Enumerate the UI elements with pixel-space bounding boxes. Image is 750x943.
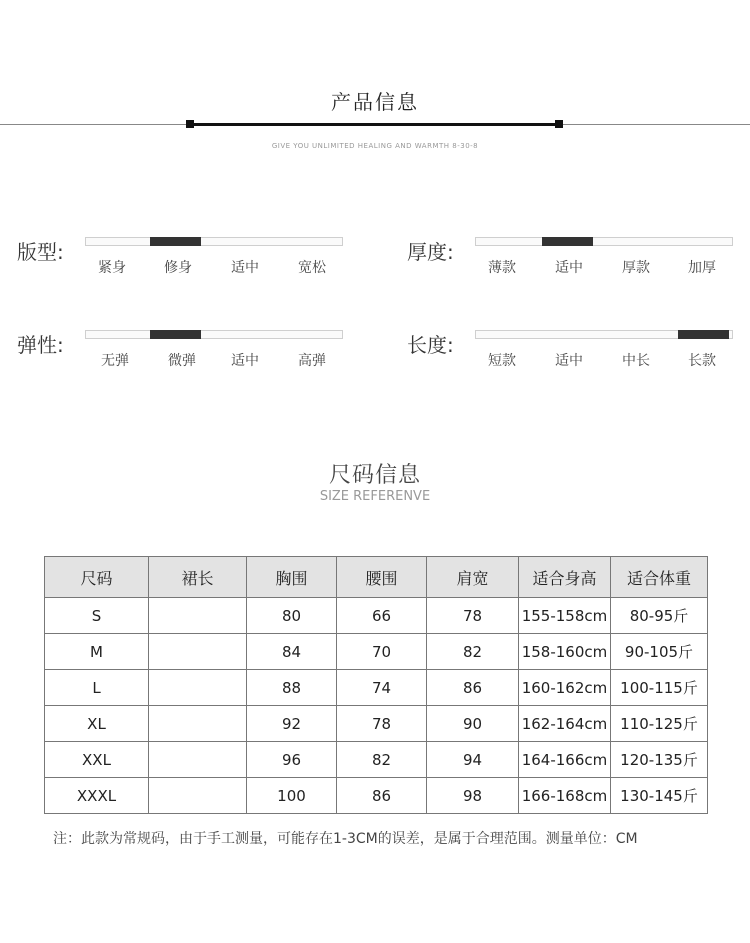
header-cell: 尺码 — [45, 557, 149, 598]
attribute-option: 高弹 — [298, 353, 326, 369]
size-table-cell: 80 — [247, 598, 337, 634]
size-table-cell: 100 — [247, 778, 337, 814]
attribute-scale-bar — [475, 330, 733, 339]
size-table-cell: 84 — [247, 634, 337, 670]
header-cell: 腰围 — [337, 557, 427, 598]
size-table-cell — [149, 598, 247, 634]
attribute-option: 适中 — [555, 260, 583, 276]
size-info-title: 尺码信息 — [328, 463, 421, 488]
size-table-cell: 78 — [427, 598, 519, 634]
attribute-option: 厚款 — [622, 260, 650, 276]
attribute-option: 适中 — [231, 353, 259, 369]
size-table-cell: 120-135斤 — [611, 742, 708, 778]
size-table-cell: 100-115斤 — [611, 670, 708, 706]
size-table-cell: 130-145斤 — [611, 778, 708, 814]
size-table-cell: L — [45, 670, 149, 706]
size-table-cell: 94 — [427, 742, 519, 778]
header-cell: 肩宽 — [427, 557, 519, 598]
measurement-note: 注：此款为常规码，由于手工测量，可能存在1-3CM的误差，是属于合理范围。测量单位：CM — [53, 831, 638, 847]
size-table-cell — [149, 778, 247, 814]
size-table-cell — [149, 634, 247, 670]
size-table-cell: 82 — [337, 742, 427, 778]
attribute-label: 弹性: — [17, 333, 64, 357]
attribute-scale-indicator — [678, 330, 729, 339]
attribute-label: 长度: — [407, 333, 454, 357]
header-cell: 胸围 — [247, 557, 337, 598]
size-table-cell: 98 — [427, 778, 519, 814]
size-table-cell — [149, 706, 247, 742]
size-table-cell: 70 — [337, 634, 427, 670]
header-subtitle: GIVE YOU UNLIMITED HEALING AND WARMTH 8-30-8 — [271, 142, 479, 150]
header-cell: 适合体重 — [611, 557, 708, 598]
size-table-cell: XXL — [45, 742, 149, 778]
attribute-label: 厚度: — [407, 240, 454, 264]
size-info-subtitle: SIZE REFERENVE — [319, 489, 431, 504]
size-table-cell: 80-95斤 — [611, 598, 708, 634]
size-table-cell: M — [45, 634, 149, 670]
attribute-label: 版型: — [17, 240, 64, 264]
size-table-cell: 88 — [247, 670, 337, 706]
attribute-option: 短款 — [488, 353, 516, 369]
size-table-cell: XXXL — [45, 778, 149, 814]
size-table-cell: 86 — [337, 778, 427, 814]
divider-right-square — [555, 120, 563, 128]
attribute-option: 薄款 — [488, 260, 516, 276]
size-table-row — [45, 706, 708, 742]
attribute-option: 修身 — [164, 260, 192, 276]
size-table-cell: 162-164cm — [519, 706, 611, 742]
size-table-row — [45, 598, 708, 634]
size-table-cell: 166-168cm — [519, 778, 611, 814]
size-table-header-row — [45, 557, 708, 598]
size-table-cell: S — [45, 598, 149, 634]
size-table-row — [45, 634, 708, 670]
size-table-cell: 92 — [247, 706, 337, 742]
size-table-cell: XL — [45, 706, 149, 742]
size-table-cell: 155-158cm — [519, 598, 611, 634]
attribute-option: 适中 — [231, 260, 259, 276]
attribute-option: 宽松 — [298, 260, 326, 276]
header-cell: 裙长 — [149, 557, 247, 598]
size-table-cell: 110-125斤 — [611, 706, 708, 742]
size-table-cell: 90 — [427, 706, 519, 742]
attribute-option: 长款 — [688, 353, 716, 369]
attribute-scale-bar — [85, 330, 343, 339]
size-table-cell: 66 — [337, 598, 427, 634]
header-cell: 适合身高 — [519, 557, 611, 598]
attribute-scale-indicator — [150, 330, 201, 339]
attribute-scale-bar — [85, 237, 343, 246]
header-accent-line — [190, 123, 560, 126]
size-table-cell — [149, 670, 247, 706]
attribute-option: 适中 — [555, 353, 583, 369]
attribute-option: 加厚 — [688, 260, 716, 276]
attribute-scale-indicator — [150, 237, 201, 246]
product-info-title: 产品信息 — [331, 90, 419, 114]
attribute-scale-bar — [475, 237, 733, 246]
size-table-cell: 90-105斤 — [611, 634, 708, 670]
divider-left-square — [186, 120, 194, 128]
size-table-cell: 86 — [427, 670, 519, 706]
size-table-row — [45, 778, 708, 814]
size-table-row — [45, 742, 708, 778]
size-table-cell: 164-166cm — [519, 742, 611, 778]
size-table-cell: 158-160cm — [519, 634, 611, 670]
attribute-option: 中长 — [622, 353, 650, 369]
size-table-cell: 78 — [337, 706, 427, 742]
size-table — [44, 556, 708, 814]
attribute-option: 微弹 — [168, 353, 196, 369]
size-table-cell: 96 — [247, 742, 337, 778]
attribute-option: 紧身 — [98, 260, 126, 276]
size-table-row — [45, 670, 708, 706]
size-table-cell — [149, 742, 247, 778]
size-table-cell: 160-162cm — [519, 670, 611, 706]
attribute-option: 无弹 — [101, 353, 129, 369]
size-table-cell: 74 — [337, 670, 427, 706]
attribute-scale-indicator — [542, 237, 593, 246]
size-table-cell: 82 — [427, 634, 519, 670]
